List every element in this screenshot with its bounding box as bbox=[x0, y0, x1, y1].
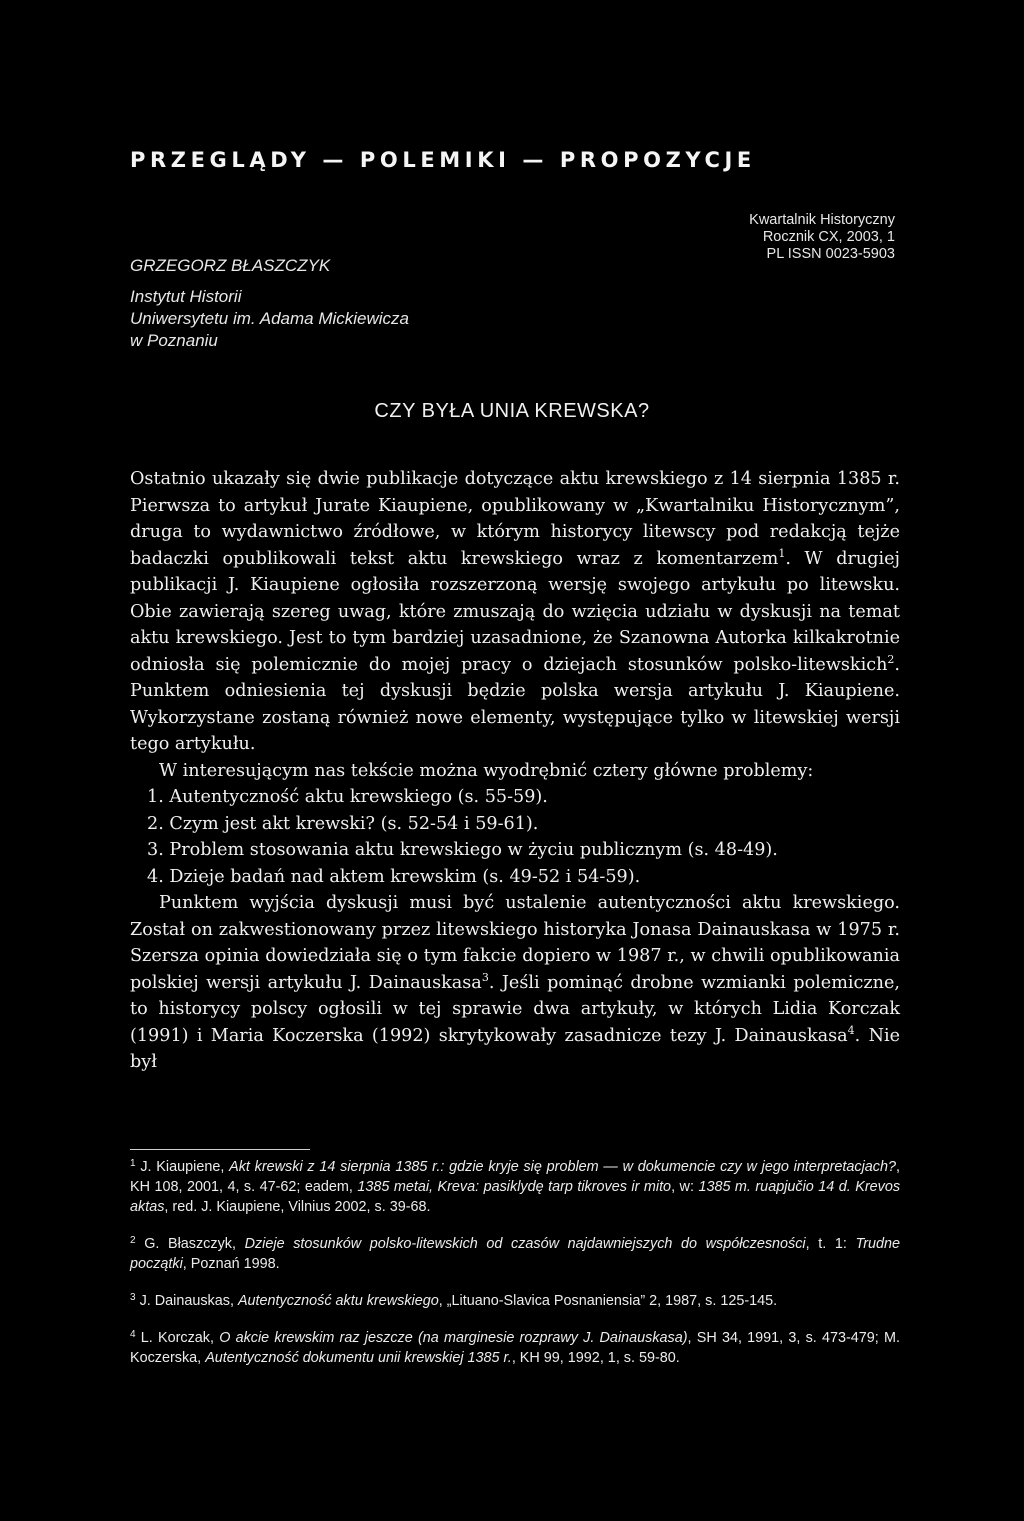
footnote-text: , KH 108, 2001, 4, s. 47-62; eadem, bbox=[130, 1159, 901, 1195]
footnote bbox=[130, 1291, 900, 1311]
journal-issn: PL ISSN 0023-5903 bbox=[766, 246, 895, 262]
footnote-text: J. Dainauskas, bbox=[139, 1293, 238, 1309]
footnote-number: 3 bbox=[130, 1292, 136, 1303]
body-paragraph: W interesującym nas tekście można wyodrębnić cztery główne problemy: bbox=[159, 760, 814, 781]
footnote-text: L. Korczak, bbox=[140, 1330, 220, 1346]
list-item: 1. Autentyczność aktu krewskiego (s. 55-59). bbox=[147, 787, 548, 807]
footnote-text: , t. 1: bbox=[805, 1236, 856, 1252]
journal-info bbox=[640, 212, 895, 263]
body-paragraph bbox=[130, 890, 900, 1076]
footnote bbox=[130, 1234, 900, 1274]
body-text: . Nie był bbox=[130, 1025, 901, 1072]
footnote-text: , „Lituano-Slavica Posnaniensia” 2, 1987, s. 125-145. bbox=[438, 1293, 778, 1309]
footnote bbox=[130, 1157, 900, 1217]
journal-name: Kwartalnik Historyczny bbox=[749, 212, 895, 228]
list-item: 4. Dzieje badań nad aktem krewskim (s. 49-52 i 54-59). bbox=[147, 866, 641, 887]
body-paragraph bbox=[130, 466, 900, 758]
footnote-ref[interactable]: 1 bbox=[778, 546, 786, 560]
footnote-title: Akt krewski z 14 sierpnia 1385 r.: gdzie kryje się problem — w dokumencie czy w jego interpretacjach? bbox=[229, 1159, 897, 1175]
footnote-text: , red. J. Kiaupiene, Vilnius 2002, s. 39-68. bbox=[164, 1199, 431, 1215]
article-title: CZY BYŁA UNIA KREWSKA? bbox=[374, 400, 650, 422]
footnote-title: Autentyczność dokumentu unii krewskiej 1385 r. bbox=[205, 1350, 512, 1366]
footnotes bbox=[130, 1157, 900, 1385]
problem-list bbox=[130, 784, 900, 890]
body-text: . Punktem odniesienia tej dyskusji będzie polska wersja artykułu J. Kiaupiene. Wykorzystane zostaną również nowe elementy, występujące tylko w litewskiej wersji tego artykułu. bbox=[130, 654, 900, 754]
footnote-title: Dzieje stosunków polsko-litewskich od czasów najdawniejszych do współczesności bbox=[244, 1236, 806, 1252]
author-affiliation-line: Uniwersytetu im. Adama Mickiewicza bbox=[130, 309, 409, 328]
body-text: Ostatnio ukazały się dwie publikacje dotyczące aktu krewskiego z 14 sierpnia 1385 r. Pierwsza to artykuł Jurate Kiaupiene, opublikowany w „Kwartalniku Historycznym”, druga to wydawnictwo źródłowe, w którym historycy litewscy pod redakcją tejże badaczki opublikowali tekst aktu krewskiego wraz z komentarzem bbox=[130, 469, 900, 569]
author-block bbox=[130, 255, 550, 352]
footnote-title: Trudne początki bbox=[130, 1236, 901, 1272]
footnote-text: , KH 99, 1992, 1, s. 59-80. bbox=[511, 1350, 680, 1366]
footnote-text: , SH 34, 1991, 3, s. 473-479; M. Koczerska, bbox=[130, 1330, 901, 1366]
footnote-text: , w: bbox=[671, 1179, 699, 1195]
author-name: GRZEGORZ BŁASZCZYK bbox=[130, 256, 331, 275]
body-text: Punktem wyjścia dyskusji musi być ustalenie autentyczności aktu krewskiego. Został on zakwestionowany przez litewskiego historyka Jonasa Dainauskasa w 1975 r. Szersza opinia dowiedziała się o tym fakcie dopiero w 1987 r., w chwili opublikowania polskiej wersji artykułu J. Dainauskasa bbox=[130, 893, 900, 993]
footnote-divider bbox=[130, 1149, 310, 1150]
journal-volume: Rocznik CX, 2003, 1 bbox=[762, 229, 895, 245]
footnote-number: 1 bbox=[130, 1158, 136, 1169]
body-text: . W drugiej publikacji J. Kiaupiene ogłosiła rozszerzoną wersję swojego artykułu po litewsku. Obie zawierają szereg uwag, które zmuszają do wzięcia udziału w dyskusji na temat aktu krewskiego. Jest to tym bardziej uzasadnione, że Szanowna Autorka kilkakrotnie odniosła się polemicznie do mojej pracy o dziejach stosunków polsko-litewskich bbox=[130, 548, 900, 675]
section-header: PRZEGLĄDY — POLEMIKI — PROPOZYCJE bbox=[130, 148, 756, 172]
footnote-number: 2 bbox=[130, 1235, 136, 1246]
footnote-title: O akcie krewskim raz jeszcze (na marginesie rozprawy J. Dainauskasa) bbox=[219, 1330, 688, 1346]
footnote-number: 4 bbox=[130, 1329, 136, 1340]
article-body bbox=[130, 466, 900, 1076]
footnote-text: , Poznań 1998. bbox=[182, 1256, 280, 1272]
footnote-text: J. Kiaupiene, bbox=[140, 1159, 230, 1175]
footnote-ref[interactable]: 3 bbox=[481, 970, 489, 984]
footnote-title: Autentyczność aktu krewskiego bbox=[237, 1293, 439, 1309]
footnote-title: 1385 metai, Kreva: pasiklydę tarp tikroves ir mito bbox=[357, 1179, 672, 1195]
footnote-title: 1385 m. ruapjučio 14 d. Krevos aktas bbox=[130, 1179, 901, 1215]
footnote-ref[interactable]: 4 bbox=[847, 1023, 855, 1037]
footnote-ref[interactable]: 2 bbox=[887, 652, 895, 666]
list-item: 3. Problem stosowania aktu krewskiego w życiu publicznym (s. 48-49). bbox=[147, 840, 778, 860]
body-text: . Jeśli pominąć drobne wzmianki polemiczne, to historycy polscy ogłosili w tej sprawie dwa artykuły, w których Lidia Korczak (1991) i Maria Koczerska (1992) skrytykowały zasadnicze tezy J. Dainauskasa bbox=[130, 972, 900, 1046]
list-item: 2. Czym jest akt krewski? (s. 52-54 i 59-61). bbox=[147, 813, 539, 834]
author-affiliation-line: Instytut Historii bbox=[130, 287, 242, 306]
footnote bbox=[130, 1328, 900, 1368]
footnote-text: G. Błaszczyk, bbox=[144, 1236, 245, 1252]
author-affiliation-line: w Poznaniu bbox=[130, 331, 218, 350]
